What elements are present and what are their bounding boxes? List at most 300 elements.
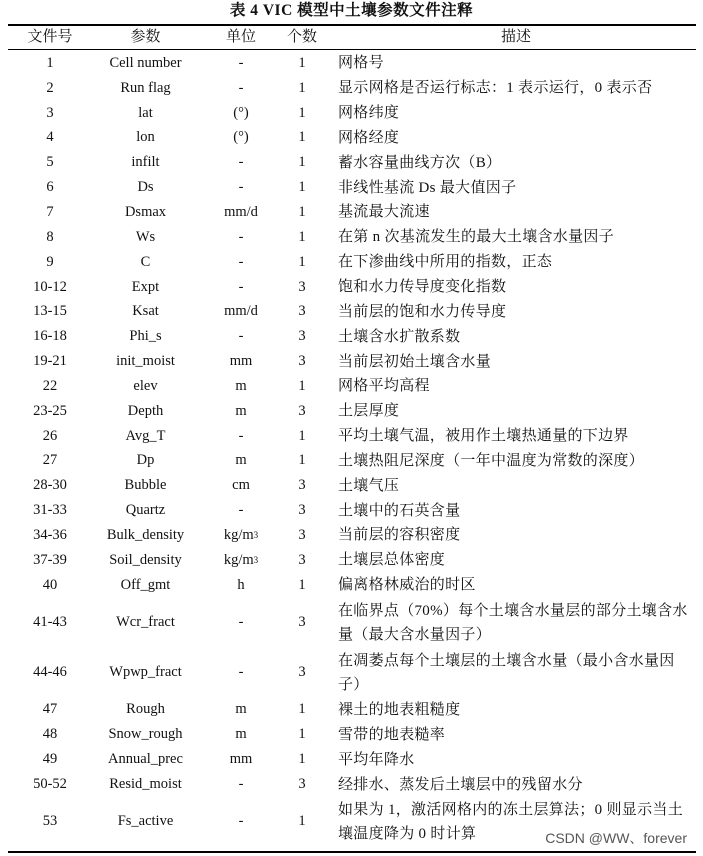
cell-param bbox=[92, 648, 199, 698]
cell-param bbox=[92, 76, 199, 101]
cell-count bbox=[279, 498, 325, 523]
cell-unit-text: - bbox=[238, 328, 244, 345]
cell-unit bbox=[203, 473, 279, 498]
cell-param-text: lat bbox=[138, 104, 153, 121]
cell-param bbox=[92, 473, 199, 498]
cell-param-text: Wpwp_fract bbox=[109, 664, 182, 681]
cell-desc bbox=[338, 498, 694, 523]
bottom-rule bbox=[8, 851, 696, 853]
cell-param-text: Off_gmt bbox=[120, 576, 171, 593]
cell-desc bbox=[338, 374, 694, 399]
cell-param-text: Dp bbox=[136, 452, 155, 469]
cell-count bbox=[279, 598, 325, 648]
header-count: 个数 bbox=[286, 29, 317, 45]
cell-count-text: 3 bbox=[298, 402, 306, 419]
cell-unit-text: - bbox=[238, 278, 244, 295]
cell-param-text: lon bbox=[136, 129, 155, 146]
table-row bbox=[8, 200, 696, 225]
table-row bbox=[8, 424, 696, 449]
cell-file-no-text: 3 bbox=[46, 104, 54, 121]
cell-file-no bbox=[8, 225, 92, 250]
cell-unit bbox=[203, 200, 279, 225]
cell-count bbox=[279, 797, 325, 847]
cell-count-text: 1 bbox=[298, 179, 306, 196]
cell-unit-text: mm bbox=[229, 751, 253, 768]
cell-unit-text: h bbox=[237, 576, 245, 593]
cell-desc bbox=[338, 449, 694, 474]
cell-unit bbox=[203, 299, 279, 324]
cell-count-text: 3 bbox=[298, 328, 306, 345]
cell-desc bbox=[338, 324, 694, 349]
cell-count-text: 1 bbox=[298, 228, 306, 245]
table-row bbox=[8, 722, 696, 747]
cell-count bbox=[279, 51, 325, 76]
cell-count-text: 3 bbox=[298, 614, 306, 631]
cell-count bbox=[279, 399, 325, 424]
cell-param bbox=[92, 225, 199, 250]
cell-desc bbox=[338, 772, 694, 797]
cell-count bbox=[279, 374, 325, 399]
cell-desc-text: 土层厚度 bbox=[338, 403, 400, 420]
cell-desc-text: 平均年降水 bbox=[338, 751, 415, 768]
cell-param bbox=[92, 200, 199, 225]
cell-unit-text: mm/d bbox=[224, 303, 258, 320]
cell-desc-text: 网格号 bbox=[338, 55, 384, 72]
cell-desc-text: 饱和水力传导度变化指数 bbox=[338, 279, 507, 296]
cell-param-text: Ksat bbox=[132, 303, 159, 320]
cell-file-no-text: 7 bbox=[46, 203, 54, 220]
table-row bbox=[8, 573, 696, 598]
cell-unit-text: - bbox=[238, 813, 244, 830]
cell-desc-text: 偏离格林威治的时区 bbox=[338, 577, 476, 594]
table-row bbox=[8, 250, 696, 275]
cell-param-text: Snow_rough bbox=[108, 726, 183, 743]
cell-unit-text: (°) bbox=[233, 104, 249, 121]
cell-count bbox=[279, 473, 325, 498]
cell-unit-text: m bbox=[235, 377, 247, 394]
cell-unit bbox=[203, 175, 279, 200]
table-row bbox=[8, 299, 696, 324]
table-row bbox=[8, 498, 696, 523]
cell-file-no-text: 44-46 bbox=[33, 664, 67, 681]
cell-param-text: init_moist bbox=[116, 353, 175, 370]
cell-desc-text: 当前层的饱和水力传导度 bbox=[338, 303, 507, 320]
cell-count bbox=[279, 648, 325, 698]
cell-unit bbox=[203, 772, 279, 797]
cell-unit-text: - bbox=[238, 228, 244, 245]
cell-file-no-text: 4 bbox=[46, 129, 54, 146]
cell-param-text: Depth bbox=[127, 402, 164, 419]
cell-param bbox=[92, 150, 199, 175]
cell-unit bbox=[203, 225, 279, 250]
cell-desc-text: 土壤气压 bbox=[338, 477, 400, 494]
cell-unit bbox=[203, 374, 279, 399]
cell-unit-text: m bbox=[235, 402, 247, 419]
cell-count-text: 1 bbox=[298, 427, 306, 444]
cell-unit-text: cm bbox=[232, 477, 250, 494]
cell-unit-text: (°) bbox=[233, 129, 249, 146]
cell-unit-text: kg/m bbox=[223, 551, 254, 568]
cell-count-text: 3 bbox=[298, 353, 306, 370]
cell-unit-text: - bbox=[238, 253, 244, 270]
cell-unit-text: - bbox=[238, 614, 244, 631]
cell-unit bbox=[203, 126, 279, 151]
cell-desc-text: 网格平均高程 bbox=[338, 378, 430, 395]
cell-desc bbox=[338, 51, 694, 76]
cell-param-text: Rough bbox=[126, 701, 165, 718]
cell-unit bbox=[203, 349, 279, 374]
header-unit: 单位 bbox=[225, 29, 256, 45]
cell-unit bbox=[203, 76, 279, 101]
cell-unit-text: m bbox=[235, 701, 247, 718]
cell-file-no bbox=[8, 698, 92, 723]
cell-file-no bbox=[8, 722, 92, 747]
cell-desc-text: 裸土的地表粗糙度 bbox=[338, 701, 461, 718]
cell-unit: kg/m 3 bbox=[223, 526, 259, 543]
cell-unit: kg/m 3 bbox=[223, 551, 259, 568]
cell-count bbox=[279, 225, 325, 250]
cell-unit bbox=[203, 722, 279, 747]
cell-file-no-text: 23-25 bbox=[33, 402, 67, 419]
cell-unit-text: - bbox=[238, 179, 244, 196]
cell-file-no bbox=[8, 374, 92, 399]
cell-desc-text: 经排水、蒸发后土壤层中的残留水分 bbox=[338, 776, 583, 793]
cell-param-text: Ds bbox=[137, 179, 154, 196]
cell-file-no-text: 53 bbox=[42, 813, 58, 830]
cell-file-no-text: 40 bbox=[42, 576, 58, 593]
cell-file-no bbox=[8, 175, 92, 200]
cell-unit bbox=[203, 698, 279, 723]
cell-file-no bbox=[8, 747, 92, 772]
table-row bbox=[8, 747, 696, 772]
header-desc: 描述 bbox=[500, 29, 531, 45]
cell-param bbox=[92, 548, 199, 573]
cell-desc-text: 雪带的地表糙率 bbox=[338, 726, 446, 743]
cell-param bbox=[92, 573, 199, 598]
cell-file-no bbox=[8, 76, 92, 101]
table-caption: 表 4 VIC 模型中土壤参数文件注释 bbox=[229, 2, 474, 19]
cell-desc bbox=[338, 424, 694, 449]
cell-desc bbox=[338, 722, 694, 747]
cell-file-no bbox=[8, 523, 92, 548]
cell-file-no-text: 19-21 bbox=[33, 353, 67, 370]
cell-file-no bbox=[8, 349, 92, 374]
cell-desc bbox=[338, 175, 694, 200]
table-row bbox=[8, 523, 696, 548]
cell-unit bbox=[203, 101, 279, 126]
cell-unit-text: m bbox=[235, 452, 247, 469]
cell-count-text: 3 bbox=[298, 551, 306, 568]
cell-param bbox=[92, 175, 199, 200]
cell-file-no bbox=[8, 51, 92, 76]
cell-desc bbox=[338, 275, 694, 300]
cell-param bbox=[92, 51, 199, 76]
cell-file-no-text: 47 bbox=[42, 701, 58, 718]
cell-param bbox=[92, 772, 199, 797]
cell-count bbox=[279, 175, 325, 200]
cell-count bbox=[279, 299, 325, 324]
cell-file-no bbox=[8, 299, 92, 324]
cell-desc bbox=[338, 548, 694, 573]
cell-param-text: Run flag bbox=[120, 79, 171, 96]
cell-unit-text: - bbox=[238, 79, 244, 96]
cell-desc bbox=[338, 747, 694, 772]
cell-count-text: 1 bbox=[298, 203, 306, 220]
cell-file-no bbox=[8, 399, 92, 424]
table-row bbox=[8, 548, 696, 573]
table-row bbox=[8, 126, 696, 151]
cell-unit-text: - bbox=[238, 154, 244, 171]
table-row bbox=[8, 324, 696, 349]
cell-unit bbox=[203, 51, 279, 76]
cell-count bbox=[279, 747, 325, 772]
cell-unit bbox=[203, 424, 279, 449]
cell-desc-text: 在凋萎点每个土壤层的土壤含水量（最小含水量因子） bbox=[338, 652, 675, 693]
cell-param-text: Resid_moist bbox=[109, 776, 182, 793]
cell-count bbox=[279, 424, 325, 449]
cell-count-text: 3 bbox=[298, 776, 306, 793]
cell-file-no-text: 1 bbox=[46, 54, 54, 71]
cell-count-text: 1 bbox=[298, 253, 306, 270]
cell-desc bbox=[338, 150, 694, 175]
cell-count-text: 3 bbox=[298, 278, 306, 295]
cell-param bbox=[92, 101, 199, 126]
cell-count-text: 3 bbox=[298, 502, 306, 519]
cell-param-text: Annual_prec bbox=[108, 751, 183, 768]
cell-file-no-text: 50-52 bbox=[33, 776, 67, 793]
cell-desc bbox=[338, 200, 694, 225]
cell-count-text: 1 bbox=[298, 726, 306, 743]
cell-param-text: Bubble bbox=[124, 477, 167, 494]
cell-param-text: Ws bbox=[135, 228, 156, 245]
cell-param-text: Soil_density bbox=[109, 551, 182, 568]
cell-desc bbox=[338, 523, 694, 548]
cell-desc bbox=[338, 299, 694, 324]
table-row bbox=[8, 772, 696, 797]
table-row bbox=[8, 374, 696, 399]
table-row bbox=[8, 473, 696, 498]
cell-count-text: 3 bbox=[298, 664, 306, 681]
cell-count bbox=[279, 150, 325, 175]
cell-file-no-text: 5 bbox=[46, 154, 54, 171]
cell-desc bbox=[338, 250, 694, 275]
table-row bbox=[8, 349, 696, 374]
cell-param-text: Cell number bbox=[109, 54, 182, 71]
cell-param-text: elev bbox=[133, 377, 158, 394]
cell-unit bbox=[203, 150, 279, 175]
cell-param bbox=[92, 498, 199, 523]
cell-desc bbox=[338, 126, 694, 151]
cell-count bbox=[279, 772, 325, 797]
cell-count-text: 1 bbox=[298, 377, 306, 394]
cell-file-no bbox=[8, 324, 92, 349]
cell-desc bbox=[338, 225, 694, 250]
cell-count bbox=[279, 126, 325, 151]
cell-count-text: 1 bbox=[298, 104, 306, 121]
cell-file-no-text: 41-43 bbox=[33, 614, 67, 631]
cell-desc bbox=[338, 573, 694, 598]
cell-unit bbox=[203, 324, 279, 349]
cell-count bbox=[279, 548, 325, 573]
cell-count-text: 1 bbox=[298, 813, 306, 830]
cell-unit bbox=[203, 598, 279, 648]
cell-count-text: 1 bbox=[298, 701, 306, 718]
header-rule bbox=[8, 49, 696, 50]
cell-unit bbox=[203, 449, 279, 474]
cell-unit-text: - bbox=[238, 502, 244, 519]
cell-file-no-text: 10-12 bbox=[33, 278, 67, 295]
cell-file-no bbox=[8, 200, 92, 225]
cell-desc bbox=[338, 399, 694, 424]
cell-unit bbox=[203, 648, 279, 698]
header-file-no: 文件号 bbox=[27, 29, 73, 45]
cell-param bbox=[92, 698, 199, 723]
cell-file-no bbox=[8, 573, 92, 598]
cell-file-no-text: 9 bbox=[46, 253, 54, 270]
cell-desc bbox=[338, 698, 694, 723]
cell-count-text: 1 bbox=[298, 79, 306, 96]
cell-file-no bbox=[8, 498, 92, 523]
cell-file-no bbox=[8, 126, 92, 151]
table-row bbox=[8, 175, 696, 200]
cell-count bbox=[279, 722, 325, 747]
cell-unit-text: - bbox=[238, 427, 244, 444]
cell-count bbox=[279, 275, 325, 300]
cell-desc-text: 在临界点（70%）每个土壤含水量层的部分土壤含水量（最大含水量因子） bbox=[338, 602, 688, 643]
cell-desc-text: 当前层的容积密度 bbox=[338, 527, 461, 544]
cell-count-text: 1 bbox=[298, 576, 306, 593]
cell-file-no bbox=[8, 473, 92, 498]
cell-desc bbox=[338, 598, 694, 648]
cell-file-no-text: 28-30 bbox=[33, 477, 67, 494]
cell-file-no bbox=[8, 150, 92, 175]
cell-param-text: infilt bbox=[131, 154, 160, 171]
cell-count-text: 1 bbox=[298, 452, 306, 469]
cell-desc bbox=[338, 76, 694, 101]
cell-file-no bbox=[8, 101, 92, 126]
cell-desc-text: 土壤中的石英含量 bbox=[338, 502, 461, 519]
cell-count-text: 3 bbox=[298, 526, 306, 543]
cell-count bbox=[279, 698, 325, 723]
watermark: CSDN @WW、forever bbox=[545, 830, 687, 846]
cell-count-text: 3 bbox=[298, 477, 306, 494]
cell-unit-text: mm/d bbox=[224, 203, 258, 220]
cell-file-no-text: 16-18 bbox=[33, 328, 67, 345]
cell-file-no-text: 34-36 bbox=[33, 526, 67, 543]
cell-param bbox=[92, 424, 199, 449]
cell-file-no bbox=[8, 250, 92, 275]
cell-count-text: 1 bbox=[298, 751, 306, 768]
cell-param bbox=[92, 722, 199, 747]
cell-param bbox=[92, 449, 199, 474]
cell-count-text: 1 bbox=[298, 129, 306, 146]
cell-file-no-text: 8 bbox=[46, 228, 54, 245]
cell-param bbox=[92, 374, 199, 399]
cell-file-no-text: 22 bbox=[42, 377, 58, 394]
cell-desc bbox=[338, 101, 694, 126]
cell-desc-text: 基流最大流速 bbox=[338, 204, 430, 221]
cell-file-no bbox=[8, 648, 92, 698]
cell-unit-text: - bbox=[238, 54, 244, 71]
cell-desc bbox=[338, 648, 694, 698]
cell-desc-text: 如果为 1，激活网格内的冻土层算法；0 则显示当土壤温度降为 0 时计算 bbox=[338, 801, 684, 842]
cell-count bbox=[279, 200, 325, 225]
cell-unit bbox=[203, 275, 279, 300]
cell-count bbox=[279, 523, 325, 548]
cell-param-text: Avg_T bbox=[125, 427, 166, 444]
cell-file-no-text: 48 bbox=[42, 726, 58, 743]
cell-file-no bbox=[8, 548, 92, 573]
cell-param bbox=[92, 299, 199, 324]
table-row bbox=[8, 275, 696, 300]
cell-desc-text: 土壤层总体密度 bbox=[338, 552, 446, 569]
cell-desc-text: 蓄水容量曲线方次（B） bbox=[338, 154, 502, 171]
table-row bbox=[8, 698, 696, 723]
cell-file-no bbox=[8, 449, 92, 474]
table-row bbox=[8, 225, 696, 250]
cell-file-no-text: 27 bbox=[42, 452, 58, 469]
cell-count bbox=[279, 101, 325, 126]
cell-unit bbox=[203, 573, 279, 598]
cell-count-text: 1 bbox=[298, 154, 306, 171]
cell-file-no bbox=[8, 772, 92, 797]
cell-param bbox=[92, 324, 199, 349]
cell-unit-text: - bbox=[238, 776, 244, 793]
cell-count bbox=[279, 324, 325, 349]
cell-count bbox=[279, 76, 325, 101]
cell-count bbox=[279, 573, 325, 598]
cell-file-no bbox=[8, 797, 92, 847]
table-row bbox=[8, 648, 696, 698]
table-row bbox=[8, 598, 696, 648]
cell-file-no-text: 6 bbox=[46, 179, 54, 196]
cell-param bbox=[92, 523, 199, 548]
cell-file-no-text: 2 bbox=[46, 79, 54, 96]
cell-param bbox=[92, 126, 199, 151]
cell-file-no-text: 31-33 bbox=[33, 502, 67, 519]
table-row bbox=[8, 399, 696, 424]
cell-unit-text: mm bbox=[229, 353, 253, 370]
cell-count-text: 3 bbox=[298, 303, 306, 320]
cell-param bbox=[92, 349, 199, 374]
cell-param-text: Quartz bbox=[125, 502, 166, 519]
cell-desc-text: 平均土壤气温，被用作土壤热通量的下边界 bbox=[338, 428, 629, 445]
cell-file-no-text: 26 bbox=[42, 427, 58, 444]
cell-file-no bbox=[8, 424, 92, 449]
cell-param-text: Phi_s bbox=[129, 328, 162, 345]
cell-desc-text: 在第 n 次基流发生的最大土壤含水量因子 bbox=[338, 229, 615, 246]
table-row bbox=[8, 51, 696, 76]
cell-unit bbox=[203, 399, 279, 424]
cell-param bbox=[92, 250, 199, 275]
cell-desc-text: 网格经度 bbox=[338, 129, 400, 146]
table-header bbox=[8, 26, 696, 49]
cell-desc-text: 当前层初始土壤含水量 bbox=[338, 353, 492, 370]
cell-unit bbox=[203, 250, 279, 275]
table-body bbox=[8, 51, 696, 847]
cell-param bbox=[92, 747, 199, 772]
table-row bbox=[8, 150, 696, 175]
cell-param bbox=[92, 275, 199, 300]
cell-desc-text: 土壤热阻尼深度（一年中温度为常数的深度） bbox=[338, 452, 645, 469]
cell-param-text: Wcr_fract bbox=[116, 614, 175, 631]
cell-file-no-text: 37-39 bbox=[33, 551, 67, 568]
cell-param-text: C bbox=[140, 253, 151, 270]
cell-unit bbox=[203, 747, 279, 772]
cell-count bbox=[279, 250, 325, 275]
cell-param-text: Fs_active bbox=[117, 813, 174, 830]
cell-desc bbox=[338, 349, 694, 374]
